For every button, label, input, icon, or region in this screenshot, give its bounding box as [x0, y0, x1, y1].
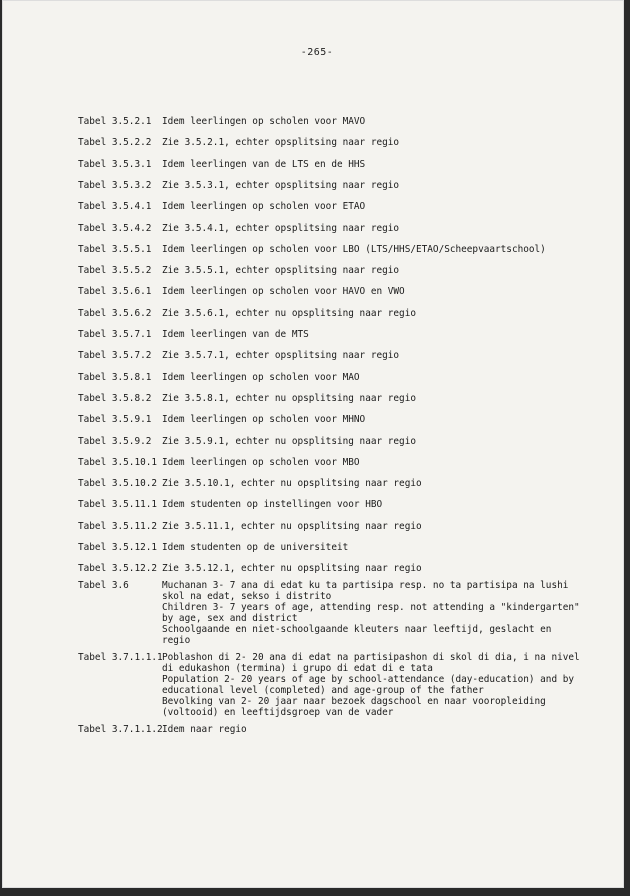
table-entry-label: Tabel 3.5.12.2: [78, 563, 158, 575]
table-entry-description: Zie 3.5.9.1, echter nu opsplitsing naar regio: [162, 435, 416, 447]
table-entry-label: Tabel 3.5.6.1: [78, 286, 152, 298]
table-entry-label: Tabel 3.5.3.2: [78, 179, 152, 191]
table-entry-description: Zie 3.5.5.1, echter opsplitsing naar regio: [162, 265, 400, 277]
table-entry-description: Zie 3.5.10.1, echter nu opsplitsing naar regio: [162, 478, 422, 490]
table-entry-label: Tabel 3.5.3.1: [78, 158, 152, 170]
table-entry-description: Zie 3.5.8.1, echter nu opsplitsing naar regio: [162, 392, 416, 404]
table-entry-label: Tabel 3.5.10.1: [78, 456, 158, 468]
scan-edge-bottom: [0, 888, 630, 896]
table-entry-label: Tabel 3.5.7.2: [78, 350, 152, 362]
table-entry-label: Tabel 3.6: [78, 580, 129, 591]
table-entry-label: Tabel 3.5.9.2: [78, 435, 152, 447]
document-page: [2, 0, 624, 888]
table-entry-label: Tabel 3.5.10.2: [78, 478, 158, 490]
table-entry-description: Zie 3.5.2.1, echter opsplitsing naar regio: [162, 137, 400, 149]
table-entry-description: Zie 3.5.6.1, echter nu opsplitsing naar regio: [162, 307, 416, 319]
table-entry-label: Tabel 3.5.6.2: [78, 307, 152, 319]
table-entry-description: Idem naar regio: [162, 724, 247, 735]
table-entry-label: Tabel 3.5.9.1: [78, 414, 152, 426]
table-entry-label: Tabel 3.5.2.1: [78, 116, 152, 127]
table-entry-description: Idem leerlingen op scholen voor MHNO: [162, 414, 366, 426]
table-entry-label: Tabel 3.5.2.2: [78, 137, 152, 149]
table-entry-description: Idem leerlingen van de MTS: [162, 329, 309, 340]
table-entry-description: Zie 3.5.7.1, echter opsplitsing naar regio: [162, 350, 400, 362]
table-entry-label: Tabel 3.5.5.1: [78, 243, 152, 255]
table-entry-label: Tabel 3.5.7.1: [78, 329, 152, 340]
table-entry-label: Tabel 3.5.5.2: [78, 265, 152, 277]
table-entry-description: Idem leerlingen op scholen voor MAVO: [162, 116, 366, 127]
table-entry-description: Zie 3.5.12.1, echter nu opsplitsing naar regio: [162, 563, 422, 575]
table-entry-description: Idem studenten op instellingen voor HBO: [162, 499, 383, 511]
table-entry-description: Zie 3.5.4.1, echter opsplitsing naar regio: [162, 222, 400, 234]
table-entry-description: Idem leerlingen op scholen voor MBO: [162, 456, 360, 468]
table-entry-label: Tabel 3.5.8.1: [78, 371, 152, 383]
table-entry-description: Idem studenten op de universiteit: [162, 542, 349, 553]
table-entry-description: Idem leerlingen van de LTS en de HHS: [162, 158, 366, 170]
table-entry-label: Tabel 3.5.11.2: [78, 520, 158, 532]
table-entry-description: Idem leerlingen op scholen voor LBO (LTS/HHS/ETAO/Scheepvaartschool): [162, 243, 546, 255]
table-entry-description: Idem leerlingen op scholen voor MAO: [162, 371, 360, 383]
table-entry-description: Muchanan 3- 7 ana di edat ku ta partisipa resp. no ta partisipa na lushi skol na edat, sekso i distrito Children 3- 7 years of age, attending resp. not attending a "kindergarten" by age, sex and district Schoolgaande en niet-schoolgaande kleuters naar leeftijd, geslacht en regio: [162, 580, 580, 646]
table-entry-description: Zie 3.5.3.1, echter opsplitsing naar regio: [162, 179, 400, 191]
page-number: -265-: [300, 47, 334, 58]
table-entry-label: Tabel 3.7.1.1.2: [78, 724, 163, 735]
table-entry-label: Tabel 3.5.4.2: [78, 222, 152, 234]
table-entry-label: Tabel 3.7.1.1.1: [78, 652, 163, 663]
table-entry-label: Tabel 3.5.12.1: [78, 542, 158, 553]
table-entry-description: Idem leerlingen op scholen voor HAVO en VWO: [162, 286, 405, 298]
table-entry-label: Tabel 3.5.11.1: [78, 499, 158, 511]
table-entry-description: Idem leerlingen op scholen voor ETAO: [162, 201, 366, 213]
table-entry-label: Tabel 3.5.8.2: [78, 392, 152, 404]
table-entry-label: Tabel 3.5.4.1: [78, 201, 152, 213]
scan-edge-right: [624, 0, 630, 896]
table-entry-description: Poblashon di 2- 20 ana di edat na partisipashon di skol di dia, i na nivel di edukashon (termina) i grupo di edat di e tata Population 2- 20 years of age by school-attendance (day-education) and by educational level (completed) and age-group of the father Bevolking van 2- 20 jaar naar bezoek dagschool en naar vooropleiding (voltooid) en leeftijdsgroep van de vader: [162, 652, 580, 718]
table-entry-description: Zie 3.5.11.1, echter nu opsplitsing naar regio: [162, 520, 422, 532]
